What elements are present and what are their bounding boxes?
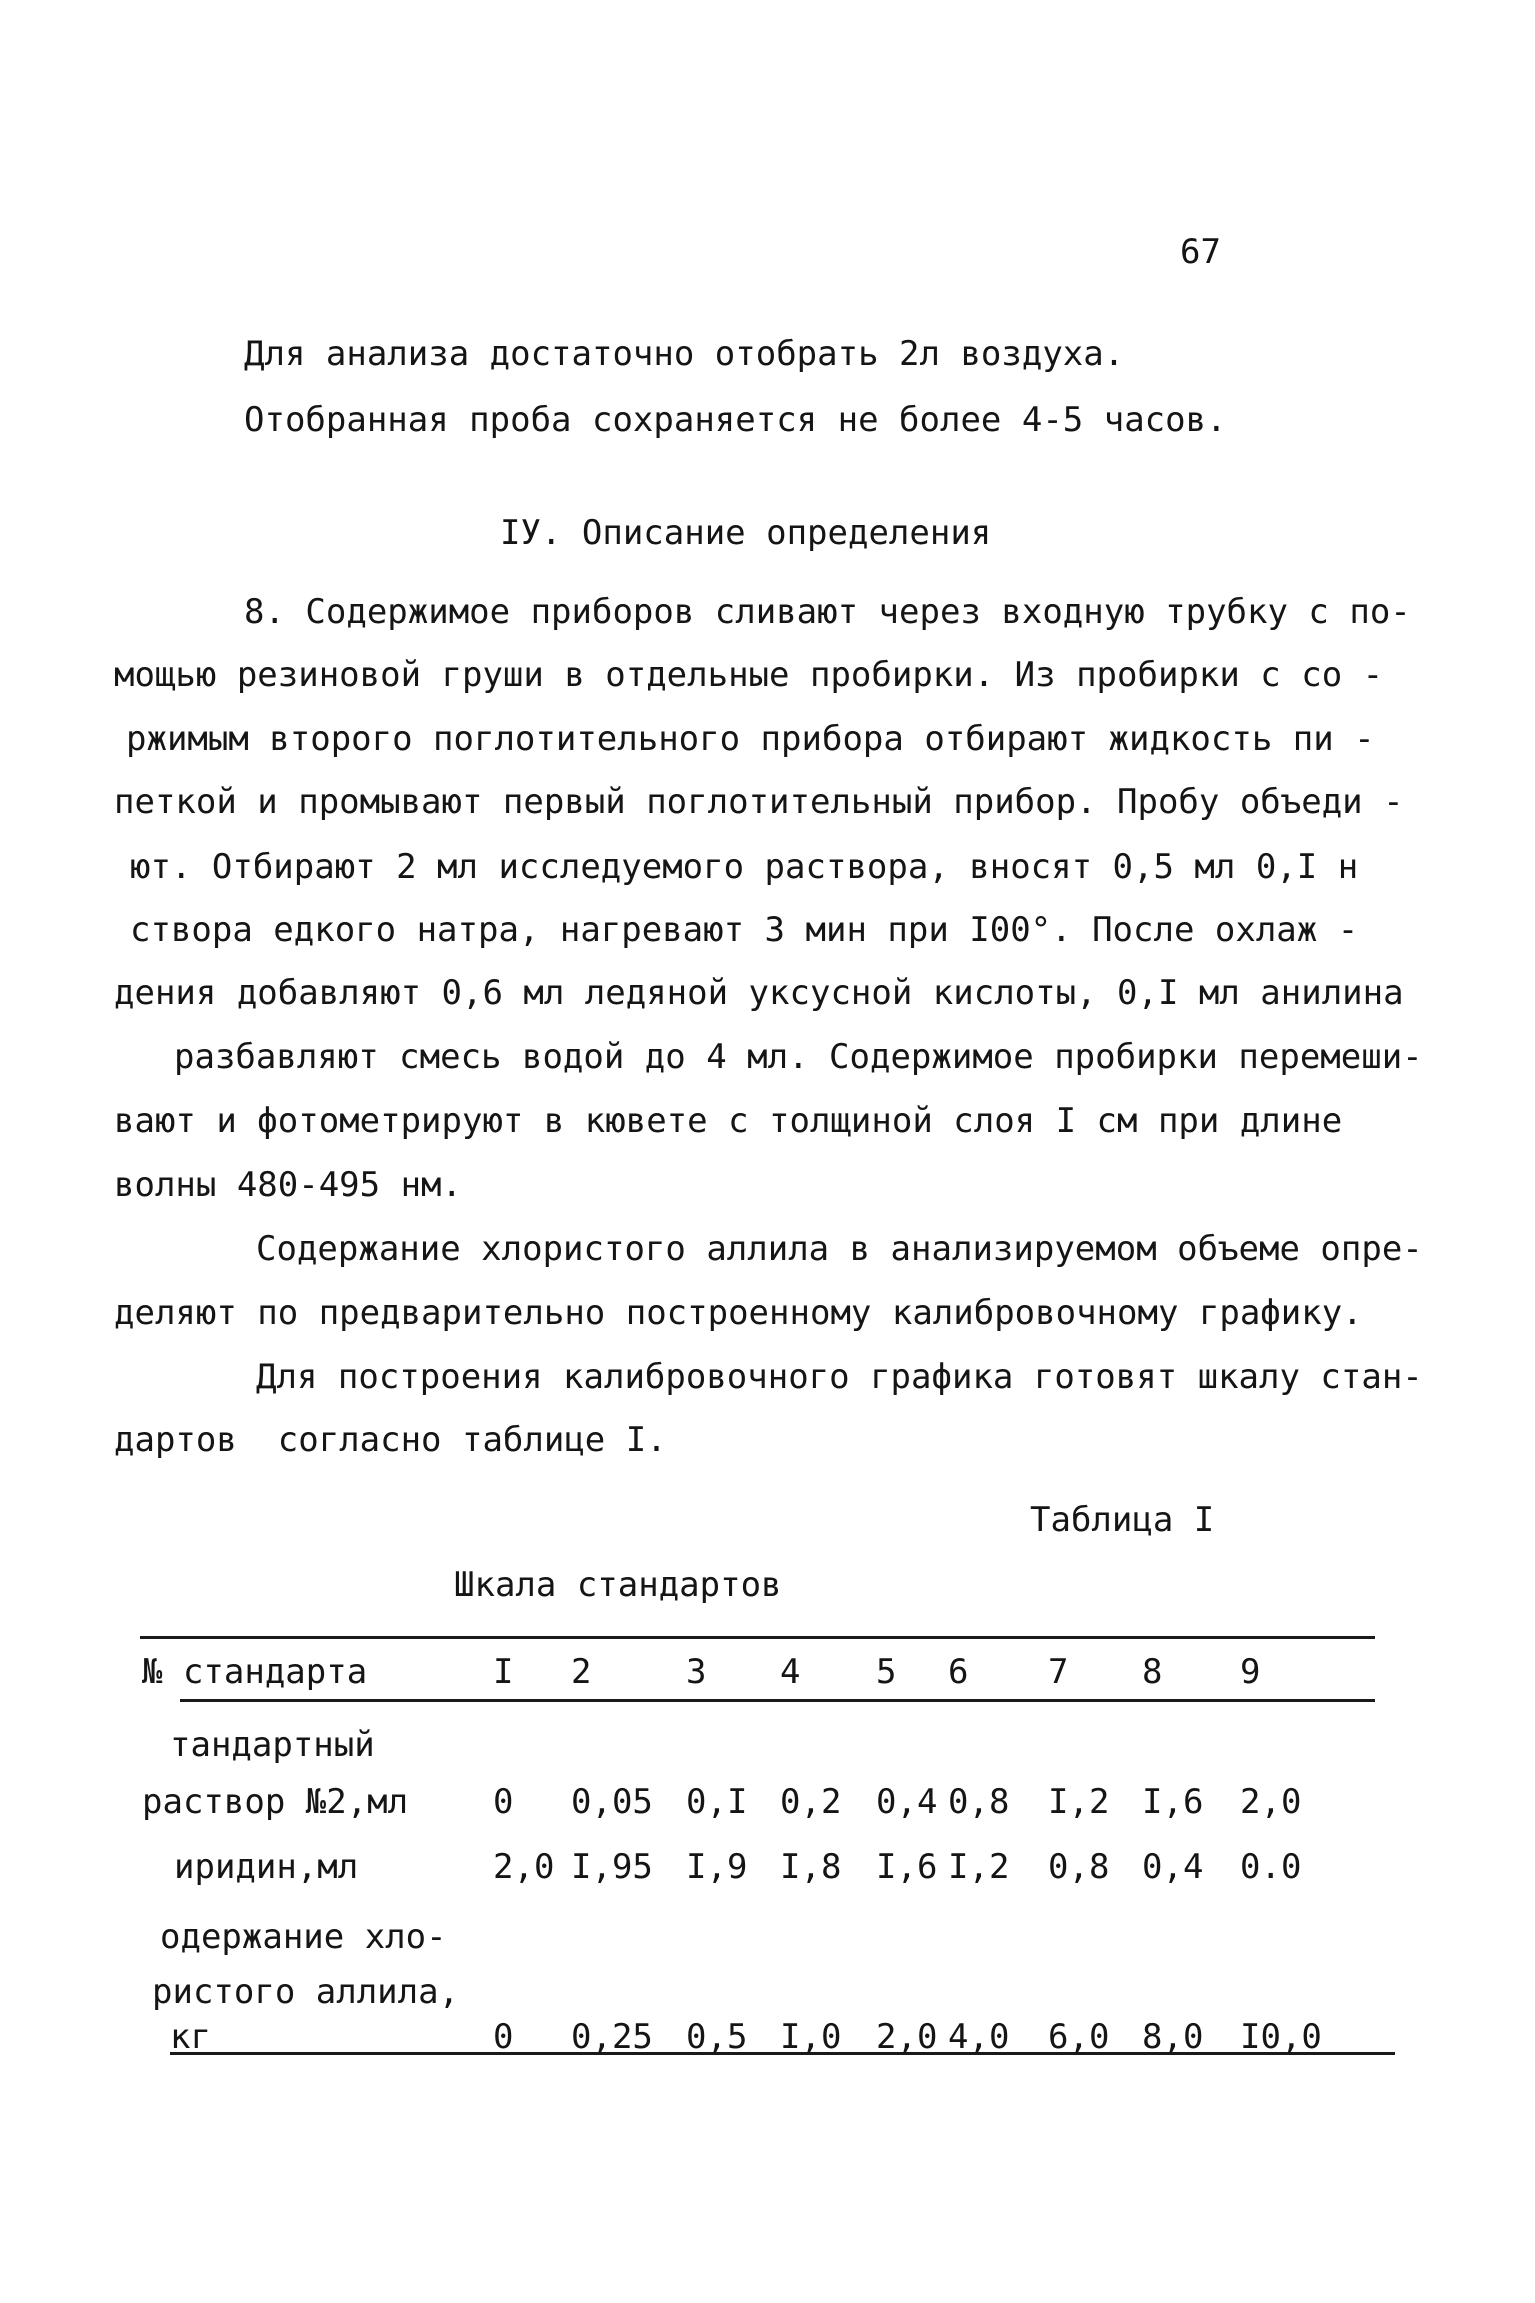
column-header: 5 <box>876 1652 897 1692</box>
row-label-line: раствор №2,мл <box>142 1782 409 1822</box>
table-header-rule <box>180 1699 1375 1702</box>
body-line-6: створа едкого натра, нагревают 3 мин при I00°. После охлаж - <box>130 910 1359 950</box>
table-label: Таблица I <box>1030 1500 1215 1540</box>
table-cell: 0 <box>493 1782 514 1822</box>
table-header-label: № стандарта <box>142 1652 368 1692</box>
body-line-10: волны 480-495 нм. <box>114 1165 462 1205</box>
intro-line-1: Для анализа достаточно отобрать 2л воздуха. <box>244 334 1125 374</box>
body-line-2: мощью резиновой груши в отдельные пробирки. Из пробирки с со - <box>114 655 1384 695</box>
column-header: 2 <box>571 1652 592 1692</box>
table-top-rule <box>140 1636 1375 1639</box>
table-cell: 0.0 <box>1240 1847 1302 1887</box>
body-line-11: Содержание хлористого аллила в анализируемом объеме опре- <box>256 1229 1423 1269</box>
row-label-line: тандартный <box>170 1725 375 1765</box>
page-number: 67 <box>1180 232 1221 272</box>
column-header: I <box>493 1652 514 1692</box>
row-label-line: кг <box>170 2017 211 2057</box>
intro-line-2: Отобранная проба сохраняется не более 4-5 часов. <box>244 400 1227 440</box>
table-cell: 4,0 <box>948 2017 1010 2057</box>
table-cell: 2,0 <box>493 1847 555 1887</box>
table-cell: I,2 <box>1048 1782 1110 1822</box>
table-cell: I,0 <box>780 2017 842 2057</box>
table-cell: I,2 <box>948 1847 1010 1887</box>
table-cell: 0,5 <box>686 2017 748 2057</box>
table-cell: I,95 <box>571 1847 653 1887</box>
body-line-14: дартов согласно таблице I. <box>114 1420 667 1460</box>
table-cell: 0,4 <box>1142 1847 1204 1887</box>
section-title: IУ. Описание определения <box>500 513 992 553</box>
table-title: Шкала стандартов <box>454 1565 782 1605</box>
table-cell: I,6 <box>1142 1782 1204 1822</box>
body-line-8: разбавляют смесь водой до 4 мл. Содержимое пробирки перемеши- <box>174 1037 1423 1077</box>
table-cell: 0,05 <box>571 1782 653 1822</box>
row-label-line: иридин,мл <box>174 1847 359 1887</box>
table-cell: 2,0 <box>1240 1782 1302 1822</box>
table-cell: I0,0 <box>1240 2017 1322 2057</box>
table-cell: 0,2 <box>780 1782 842 1822</box>
row-label-line: одержание хло- <box>160 1917 447 1957</box>
body-line-4: петкой и промывают первый поглотительный прибор. Пробу объеди - <box>114 782 1404 822</box>
table-cell: 0 <box>493 2017 514 2057</box>
table-cell: I,8 <box>780 1847 842 1887</box>
column-header: 3 <box>686 1652 707 1692</box>
body-line-13: Для построения калибровочного графика готовят шкалу стан- <box>256 1357 1423 1397</box>
table-cell: 2,0 <box>876 2017 938 2057</box>
body-line-9: вают и фотометрируют в кювете с толщиной слоя I см при длине <box>114 1101 1343 1141</box>
body-line-1: 8. Содержимое приборов сливают через входную трубку с по- <box>244 592 1411 632</box>
row-label-line: ристого аллила, <box>152 1972 460 2012</box>
table-cell: I,6 <box>876 1847 938 1887</box>
table-cell: 0,I <box>686 1782 748 1822</box>
table-cell: 8,0 <box>1142 2017 1204 2057</box>
table-cell: 0,4 <box>876 1782 938 1822</box>
column-header: 8 <box>1142 1652 1163 1692</box>
table-cell: I,9 <box>686 1847 748 1887</box>
body-line-5: ют. Отбирают 2 мл исследуемого раствора, вносят 0,5 мл 0,I н <box>130 847 1359 887</box>
table-cell: 6,0 <box>1048 2017 1110 2057</box>
table-cell: 0,25 <box>571 2017 653 2057</box>
body-line-3: ржимым второго поглотительного прибора отбирают жидкость пи - <box>126 719 1375 759</box>
column-header: 9 <box>1240 1652 1261 1692</box>
body-line-7: дения добавляют 0,6 мл ледяной уксусной кислоты, 0,I мл анилина <box>114 973 1404 1013</box>
table-cell: 0,8 <box>1048 1847 1110 1887</box>
column-header: 7 <box>1048 1652 1069 1692</box>
column-header: 4 <box>780 1652 801 1692</box>
body-line-12: деляют по предварительно построенному калибровочному графику. <box>114 1293 1363 1333</box>
column-header: 6 <box>948 1652 969 1692</box>
table-cell: 0,8 <box>948 1782 1010 1822</box>
